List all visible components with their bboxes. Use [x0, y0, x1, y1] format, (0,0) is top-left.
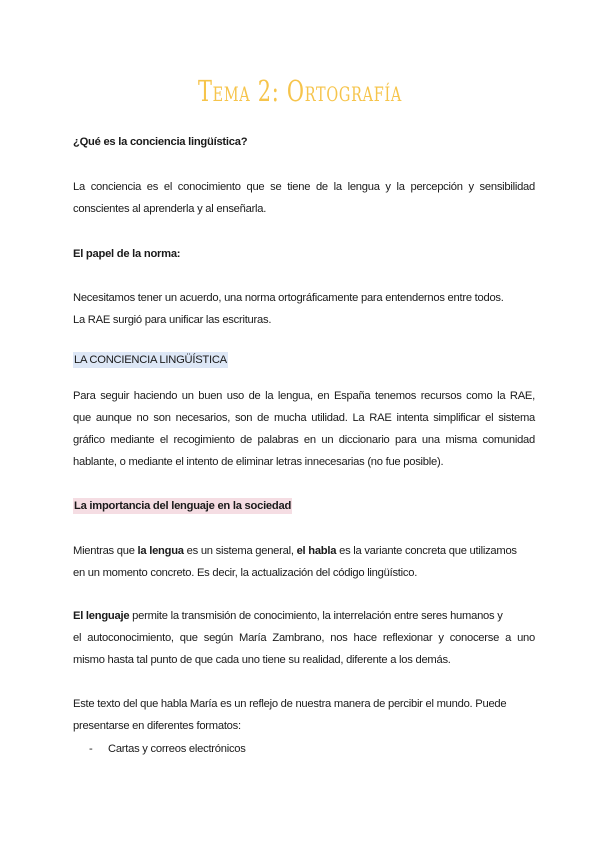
text-line: La conciencia es el conocimiento que se tiene de la lengua y la percepción y sensibilidad	[73, 181, 535, 193]
conciencia-definition	[73, 176, 535, 220]
list-item	[89, 738, 246, 760]
dash-bullet: -	[89, 743, 93, 755]
text-line: que aunque no son necesarios, son de mucha utilidad. La RAE intenta simplificar el sistema	[73, 412, 535, 424]
highlighted-heading: LA CONCIENCIA LINGÜÍSTICA	[74, 354, 227, 366]
bold-term-habla: el habla	[296, 545, 337, 557]
lenguaje-paragraph	[73, 605, 535, 671]
text-run: es un sistema general,	[183, 545, 297, 557]
text-line: presentarse en diferentes formatos:	[73, 720, 241, 732]
section-heading-conciencia	[73, 349, 535, 371]
lengua-habla-paragraph	[73, 540, 535, 584]
text-line	[73, 540, 535, 562]
text-run: es la variante concreta que utilizamos	[336, 545, 517, 557]
text-line	[73, 605, 535, 627]
section-heading-importancia	[73, 495, 535, 517]
text-line: el autoconocimiento, que según María Zambrano, nos hace reflexionar y conocerse a uno	[73, 632, 535, 644]
texto-maria-paragraph	[73, 693, 535, 737]
text-line: en un momento concreto. Es decir, la actualización del código lingüístico.	[73, 567, 418, 579]
text-line: La RAE surgió para unificar las escrituras.	[73, 314, 272, 326]
question-heading: ¿Qué es la conciencia lingüística?	[73, 136, 248, 148]
section1-paragraph	[73, 385, 535, 473]
text-run: permite la transmisión de conocimiento, la interrelación entre seres humanos y	[129, 610, 503, 622]
text-line: Necesitamos tener un acuerdo, una norma ortográficamente para entendernos entre todos.	[73, 292, 504, 304]
page-title: Tema 2: Ortografía	[197, 74, 403, 108]
list-item-text: Cartas y correos electrónicos	[108, 743, 246, 755]
highlighted-heading: La importancia del lenguaje en la sociedad	[74, 500, 292, 512]
text-line: gráfico mediante el recogimiento de palabras en un diccionario para una misma comunidad	[73, 434, 535, 446]
bold-term-lenguaje: El lenguaje	[73, 610, 130, 622]
text-line: Este texto del que habla María es un reflejo de nuestra manera de percibir el mundo. Puede	[73, 698, 507, 710]
papel-heading: El papel de la norma:	[73, 248, 181, 260]
bold-term-lengua: la lengua	[137, 545, 184, 557]
text-run: Mientras que	[73, 545, 138, 557]
papel-text	[73, 287, 535, 331]
text-line: conscientes al aprenderla y al enseñarla.	[73, 203, 267, 215]
text-line: hablante, o mediante el intento de eliminar letras innecesarias (no fue posible).	[73, 456, 444, 468]
text-line: Para seguir haciendo un buen uso de la lengua, en España tenemos recursos como la RAE,	[73, 390, 535, 402]
text-line: mismo hasta tal punto de que cada uno tiene su realidad, diferente a los demás.	[73, 654, 451, 666]
